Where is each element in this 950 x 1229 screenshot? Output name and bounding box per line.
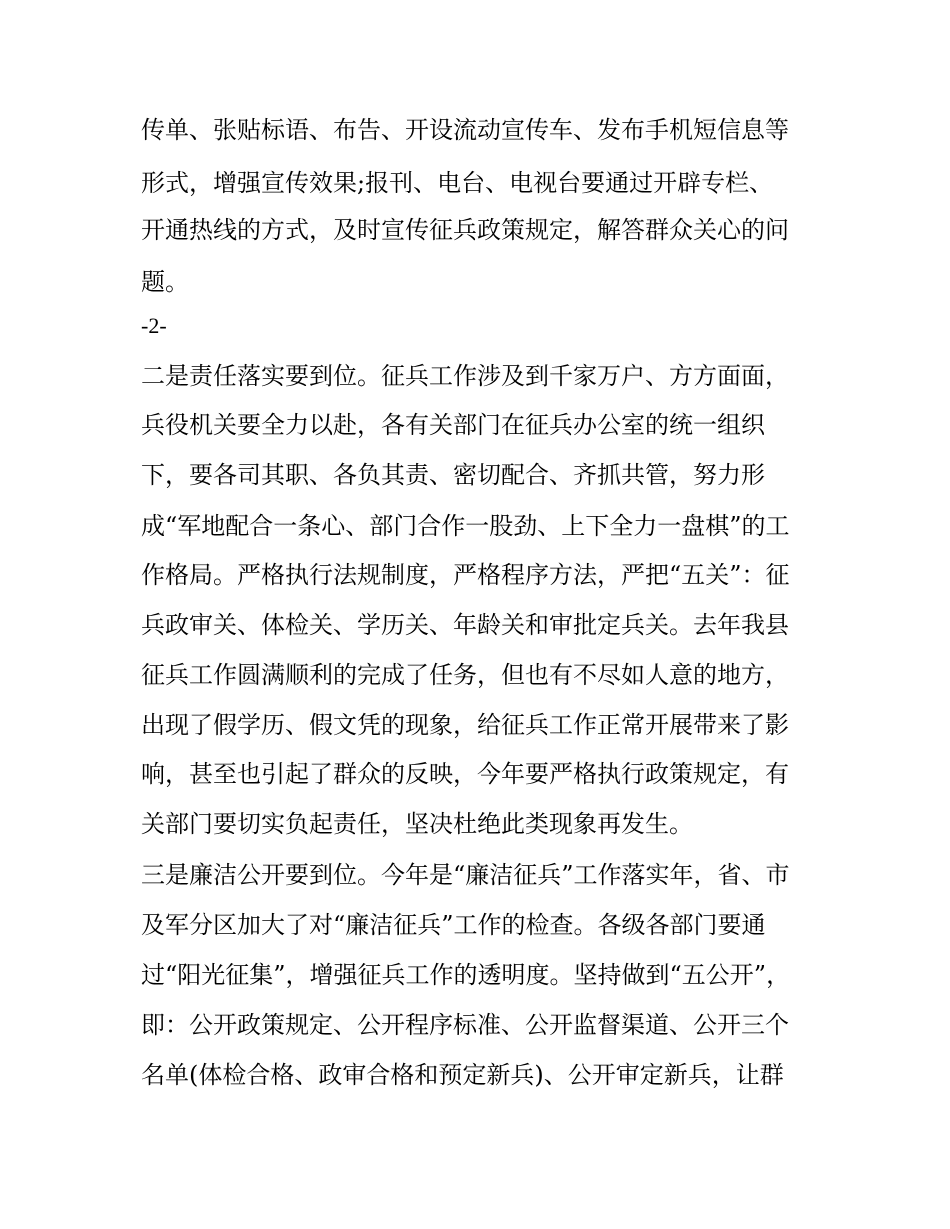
text-line: 形式，增强宣传效果;报刊、电台、电视台要通过开辟专栏、	[141, 169, 774, 197]
text-line: 三是廉洁公开要到位。今年是“廉洁征兵”工作落实年，省、市	[141, 861, 790, 889]
text-line: 名单(体检合格、政审合格和预定新兵)、公开审定新兵，让群	[141, 1061, 784, 1089]
text-line: 关部门要切实负起责任，坚决杜绝此类现象再发生。	[141, 810, 693, 838]
text-line: 过“阳光征集”，增强征兵工作的透明度。坚持做到“五公开”，	[141, 961, 791, 989]
text-line: 成“军地配合一条心、部门合作一股劲、上下全力一盘棋”的工	[141, 512, 790, 540]
text-line: 二是责任落实要到位。征兵工作涉及到千家万户、方方面面，	[141, 362, 789, 390]
text-line: 即：公开政策规定、公开程序标准、公开监督渠道、公开三个	[141, 1011, 789, 1039]
text-line: 作格局。严格执行法规制度，严格程序方法，严把“五关”：征	[141, 561, 790, 589]
text-line: 及军分区加大了对“廉洁征兵”工作的检查。各级各部门要通	[141, 911, 766, 939]
text-line: 征兵工作圆满顺利的完成了任务，但也有不尽如人意的地方，	[141, 661, 789, 689]
text-line: 下，要各司其职、各负其责、密切配合、齐抓共管，努力形	[141, 461, 765, 489]
text-line: 响，甚至也引起了群众的反映，今年要严格执行政策规定，有	[141, 760, 789, 788]
page-number: -2-	[141, 313, 167, 338]
text-line: 出现了假学历、假文凭的现象，给征兵工作正常开展带来了影	[141, 711, 789, 739]
text-line: 兵政审关、体检关、学历关、年龄关和审批定兵关。去年我县	[141, 611, 789, 639]
text-line: 传单、张贴标语、布告、开设流动宣传车、发布手机短信息等	[141, 116, 789, 144]
text-line: 题。	[141, 268, 189, 296]
text-line: 兵役机关要全力以赴，各有关部门在征兵办公室的统一组织	[141, 411, 765, 439]
text-line: 开通热线的方式，及时宣传征兵政策规定，解答群众关心的问	[141, 216, 789, 244]
